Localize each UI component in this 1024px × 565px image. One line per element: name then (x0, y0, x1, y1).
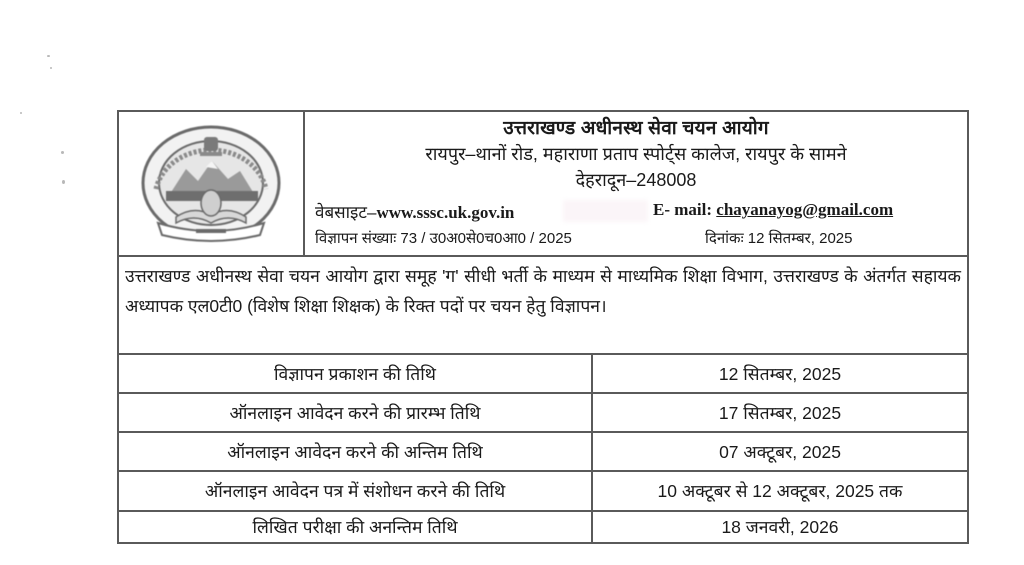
website-line (315, 200, 514, 223)
header-text-block (305, 112, 967, 255)
email-link[interactable]: chayanayog@gmail.com (716, 200, 894, 219)
scan-smudge (563, 200, 648, 222)
notice-header (119, 112, 967, 257)
advertisement-date: दिनांकः 12 सितम्बर, 2025 (705, 230, 853, 247)
scan-speck (62, 180, 65, 184)
table-row (119, 512, 967, 542)
date-value: 10 अक्टूबर से 12 अक्टूबर, 2025 तक (657, 481, 903, 501)
date-label: ऑनलाइन आवेदन करने की अन्तिम तिथि (119, 433, 593, 470)
website-link[interactable]: www.sssc.uk.gov.in (376, 203, 515, 222)
advertisement-number: विज्ञापन संख्याः 73 / उ0अ0से0च0आ0 / 2025 (315, 230, 572, 247)
scan-speck (50, 67, 52, 69)
recruitment-notice (117, 110, 969, 544)
organization-address: रायपुर–थानों रोड, महाराणा प्रताप स्पोर्ट्स कालेज, रायपुर के सामने (425, 144, 847, 164)
important-dates-table (119, 355, 967, 542)
date-value: 17 सितम्बर, 2025 (718, 402, 842, 423)
email-label: E- mail: (653, 200, 717, 219)
date-label: ऑनलाइन आवेदन करने की प्रारम्भ तिथि (119, 394, 593, 431)
table-row (119, 433, 967, 472)
website-label: वेबसाइट– (315, 203, 377, 222)
organization-name: उत्तराखण्ड अधीनस्थ सेवा चयन आयोग (503, 118, 769, 139)
table-row (119, 394, 967, 433)
scan-speck (20, 112, 22, 114)
date-value: 18 जनवरी, 2026 (721, 517, 839, 537)
date-label: विज्ञापन प्रकाशन की तिथि (119, 355, 593, 392)
date-label: लिखित परीक्षा की अनन्तिम तिथि (119, 512, 593, 542)
table-row (119, 472, 967, 512)
scan-speck (61, 151, 64, 154)
scan-speck (47, 55, 50, 57)
table-row (119, 355, 967, 394)
advertisement-description: उत्तराखण्ड अधीनस्थ सेवा चयन आयोग द्वारा समूह 'ग' सीधी भर्ती के माध्यम से माध्यमिक शिक्षा विभाग, उत्तराखण्ड के अंतर्गत सहायक अध्यापक एल0टी0 (विशेष शिक्षा शिक्षक) के रिक्त पदों पर चयन हेतु विज्ञापन। (119, 257, 967, 355)
organization-city: देहरादून–248008 (575, 170, 697, 190)
commission-logo-icon (136, 119, 286, 249)
logo-cell (119, 112, 305, 255)
email-line (653, 200, 893, 220)
date-value: 12 सितम्बर, 2025 (718, 363, 842, 384)
date-label: ऑनलाइन आवेदन पत्र में संशोधन करने की तिथि (119, 472, 593, 510)
date-value: 07 अक्टूबर, 2025 (719, 441, 841, 462)
